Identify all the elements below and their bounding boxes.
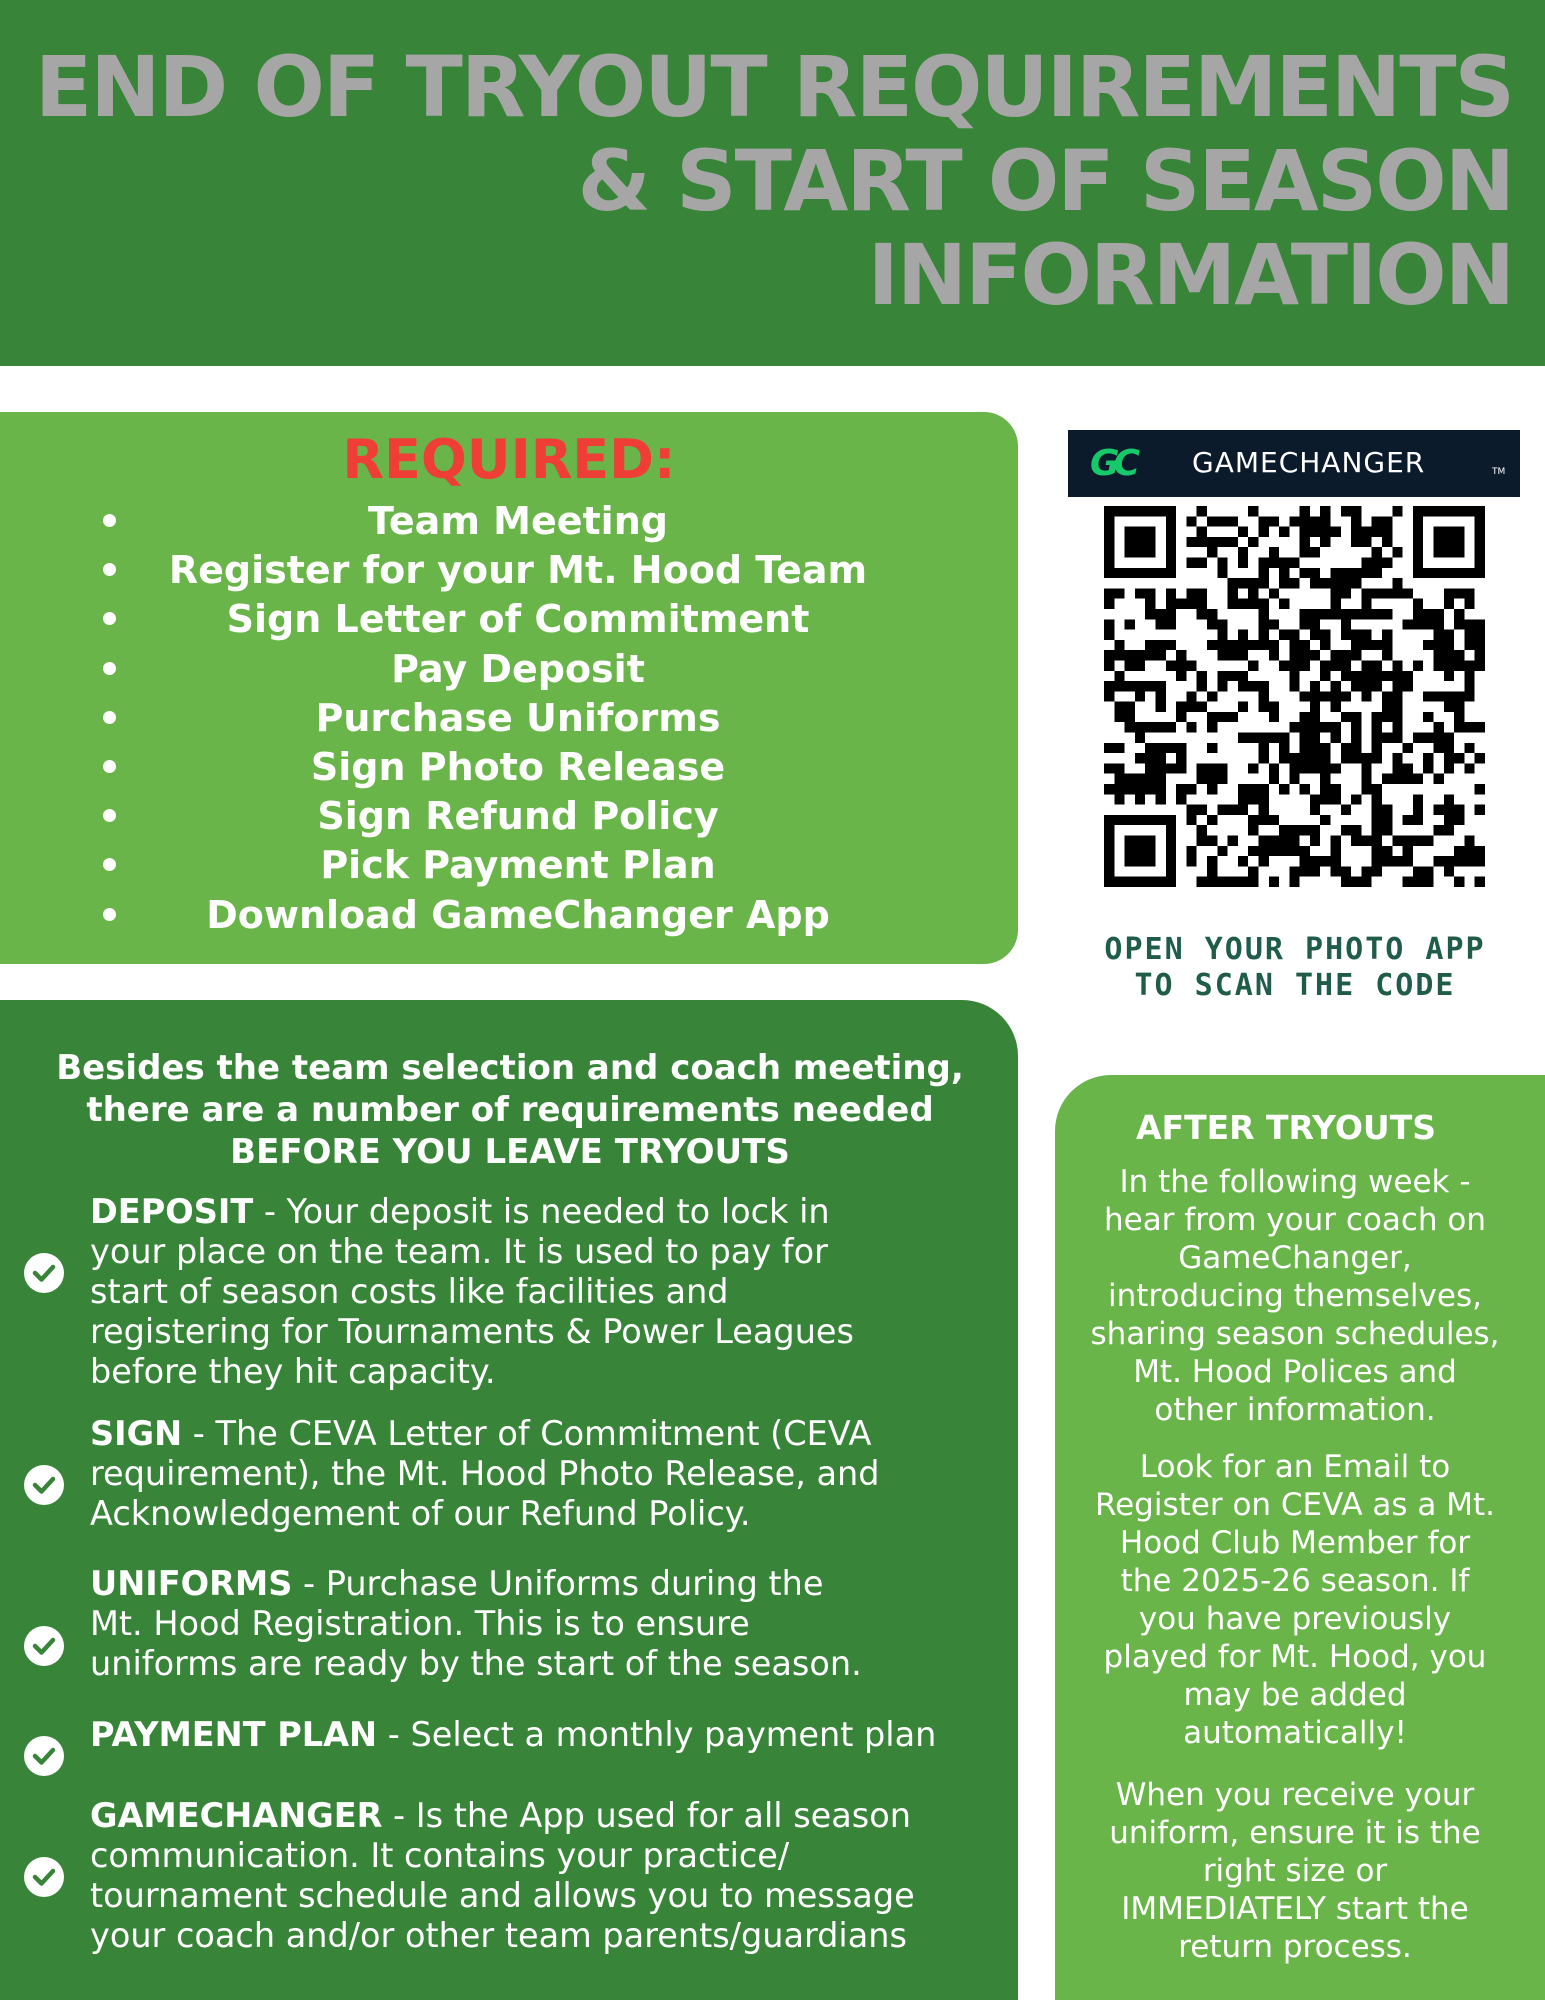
- paragraph-line: the 2025-26 season. If: [1120, 1563, 1470, 1599]
- required-item-text: Pick Payment Plan: [320, 843, 716, 888]
- item-label: UNIFORMS: [90, 1564, 293, 1603]
- paragraph-line: Look for an Email to: [1139, 1449, 1451, 1485]
- checkmark-icon: [24, 1736, 64, 1776]
- paragraph-line: GameChanger,: [1178, 1240, 1412, 1276]
- item-line: - Select a monthly payment plan: [377, 1715, 937, 1754]
- scan-line-1: OPEN YOUR PHOTO APP: [1104, 932, 1486, 967]
- list-item: [0, 743, 1018, 792]
- qr-code-icon[interactable]: [1104, 506, 1485, 887]
- required-item-text: Sign Refund Policy: [317, 794, 719, 839]
- sign-item: [90, 1414, 1010, 1534]
- item-line: requirement), the Mt. Hood Photo Release, and: [90, 1454, 880, 1493]
- list-item: [0, 645, 1018, 694]
- list-item: [0, 694, 1018, 743]
- item-line: communication. It contains your practice/: [90, 1836, 790, 1875]
- after-tryouts-title: AFTER TRYOUTS: [1136, 1108, 1436, 1147]
- required-item-text: Register for your Mt. Hood Team: [168, 548, 868, 593]
- trademark-mark: TM: [1492, 467, 1506, 477]
- item-line: - Your deposit is needed to lock in: [253, 1192, 830, 1231]
- required-title: REQUIRED:: [342, 428, 676, 491]
- required-item-text: Download GameChanger App: [206, 892, 830, 937]
- item-line: your coach and/or other team parents/guardians: [90, 1916, 907, 1955]
- paragraph-line: uniform, ensure it is the: [1109, 1815, 1481, 1851]
- gamechanger-logo-banner: [1068, 430, 1520, 497]
- paragraph-line: When you receive your: [1115, 1777, 1475, 1813]
- requirements-intro: [20, 1047, 1000, 1173]
- gamechanger-brand: GAMECHANGER: [1192, 446, 1426, 479]
- item-line: - The CEVA Letter of Commitment (CEVA: [182, 1414, 872, 1453]
- paragraph-line: Hood Club Member for: [1119, 1525, 1471, 1561]
- item-line: - Purchase Uniforms during the: [292, 1564, 824, 1603]
- paragraph-line: Mt. Hood Polices and: [1133, 1354, 1457, 1390]
- paragraph-line: right size or: [1202, 1853, 1388, 1889]
- intro-line-1: Besides the team selection and coach meeting,: [56, 1048, 964, 1088]
- uniforms-item: [90, 1564, 1010, 1684]
- checkmark-icon: [24, 1857, 64, 1897]
- title-line-3: INFORMATION: [867, 226, 1513, 324]
- paragraph-line: played for Mt. Hood, you: [1103, 1639, 1487, 1675]
- list-item: [0, 792, 1018, 841]
- deposit-item: [90, 1192, 1010, 1392]
- paragraph-line: automatically!: [1183, 1715, 1407, 1751]
- paragraph-line: Register on CEVA as a Mt.: [1094, 1487, 1496, 1523]
- intro-line-3: BEFORE YOU LEAVE TRYOUTS: [230, 1132, 790, 1172]
- required-item-text: Sign Photo Release: [310, 744, 726, 789]
- after-paragraph-uniform: [1070, 1776, 1520, 1966]
- required-item-text: Purchase Uniforms: [315, 695, 721, 740]
- paragraph-line: IMMEDIATELY start the: [1121, 1891, 1469, 1927]
- list-item: [0, 891, 1018, 940]
- after-paragraph-coach: [1070, 1163, 1520, 1429]
- checkmark-icon: [24, 1465, 64, 1505]
- paragraph-line: hear from your coach on: [1103, 1202, 1487, 1238]
- item-line: tournament schedule and allows you to message: [90, 1876, 915, 1915]
- paragraph-line: you have previously: [1138, 1601, 1452, 1637]
- required-list: [0, 497, 1018, 940]
- required-item-text: Pay Deposit: [391, 646, 645, 691]
- item-label: GAMECHANGER: [90, 1796, 383, 1835]
- title-line-1: END OF TRYOUT REQUIREMENTS: [34, 38, 1513, 136]
- gamechanger-logo-icon: GC: [1090, 443, 1134, 484]
- paragraph-line: return process.: [1178, 1929, 1412, 1965]
- item-line: start of season costs like facilities and: [90, 1272, 729, 1311]
- list-item: [0, 546, 1018, 595]
- list-item: [0, 595, 1018, 644]
- page-title: [13, 40, 1513, 322]
- required-item-text: Team Meeting: [368, 499, 668, 543]
- header-banner: [0, 0, 1545, 366]
- required-item-text: Sign Letter of Commitment: [226, 597, 810, 642]
- paragraph-line: In the following week -: [1119, 1164, 1471, 1200]
- scan-line-2: TO SCAN THE CODE: [1134, 968, 1456, 1003]
- title-line-2: & START OF SEASON: [577, 132, 1513, 230]
- item-line: registering for Tournaments & Power Leagues: [90, 1312, 854, 1351]
- item-line: - Is the App used for all season: [382, 1796, 911, 1835]
- item-label: PAYMENT PLAN: [90, 1715, 378, 1754]
- item-line: before they hit capacity.: [90, 1352, 496, 1391]
- item-line: Acknowledgement of our Refund Policy.: [90, 1494, 751, 1533]
- after-paragraph-email: [1070, 1448, 1520, 1752]
- paragraph-line: sharing season schedules,: [1090, 1316, 1500, 1352]
- intro-line-2: there are a number of requirements needed: [86, 1090, 934, 1130]
- payment-plan-item: [90, 1715, 1010, 1755]
- list-item: [0, 497, 1018, 546]
- item-line: your place on the team. It is used to pay for: [90, 1232, 828, 1271]
- checkmark-icon: [24, 1626, 64, 1666]
- paragraph-line: introducing themselves,: [1108, 1278, 1482, 1314]
- item-line: uniforms are ready by the start of the season.: [90, 1644, 862, 1683]
- paragraph-line: may be added: [1183, 1677, 1407, 1713]
- gamechanger-item: [90, 1796, 1010, 1956]
- list-item: [0, 841, 1018, 890]
- item-label: SIGN: [90, 1414, 183, 1453]
- item-line: Mt. Hood Registration. This is to ensure: [90, 1604, 750, 1643]
- scan-instructions: [1060, 932, 1530, 1004]
- checkmark-icon: [24, 1253, 64, 1293]
- item-label: DEPOSIT: [90, 1192, 254, 1231]
- paragraph-line: other information.: [1154, 1392, 1436, 1428]
